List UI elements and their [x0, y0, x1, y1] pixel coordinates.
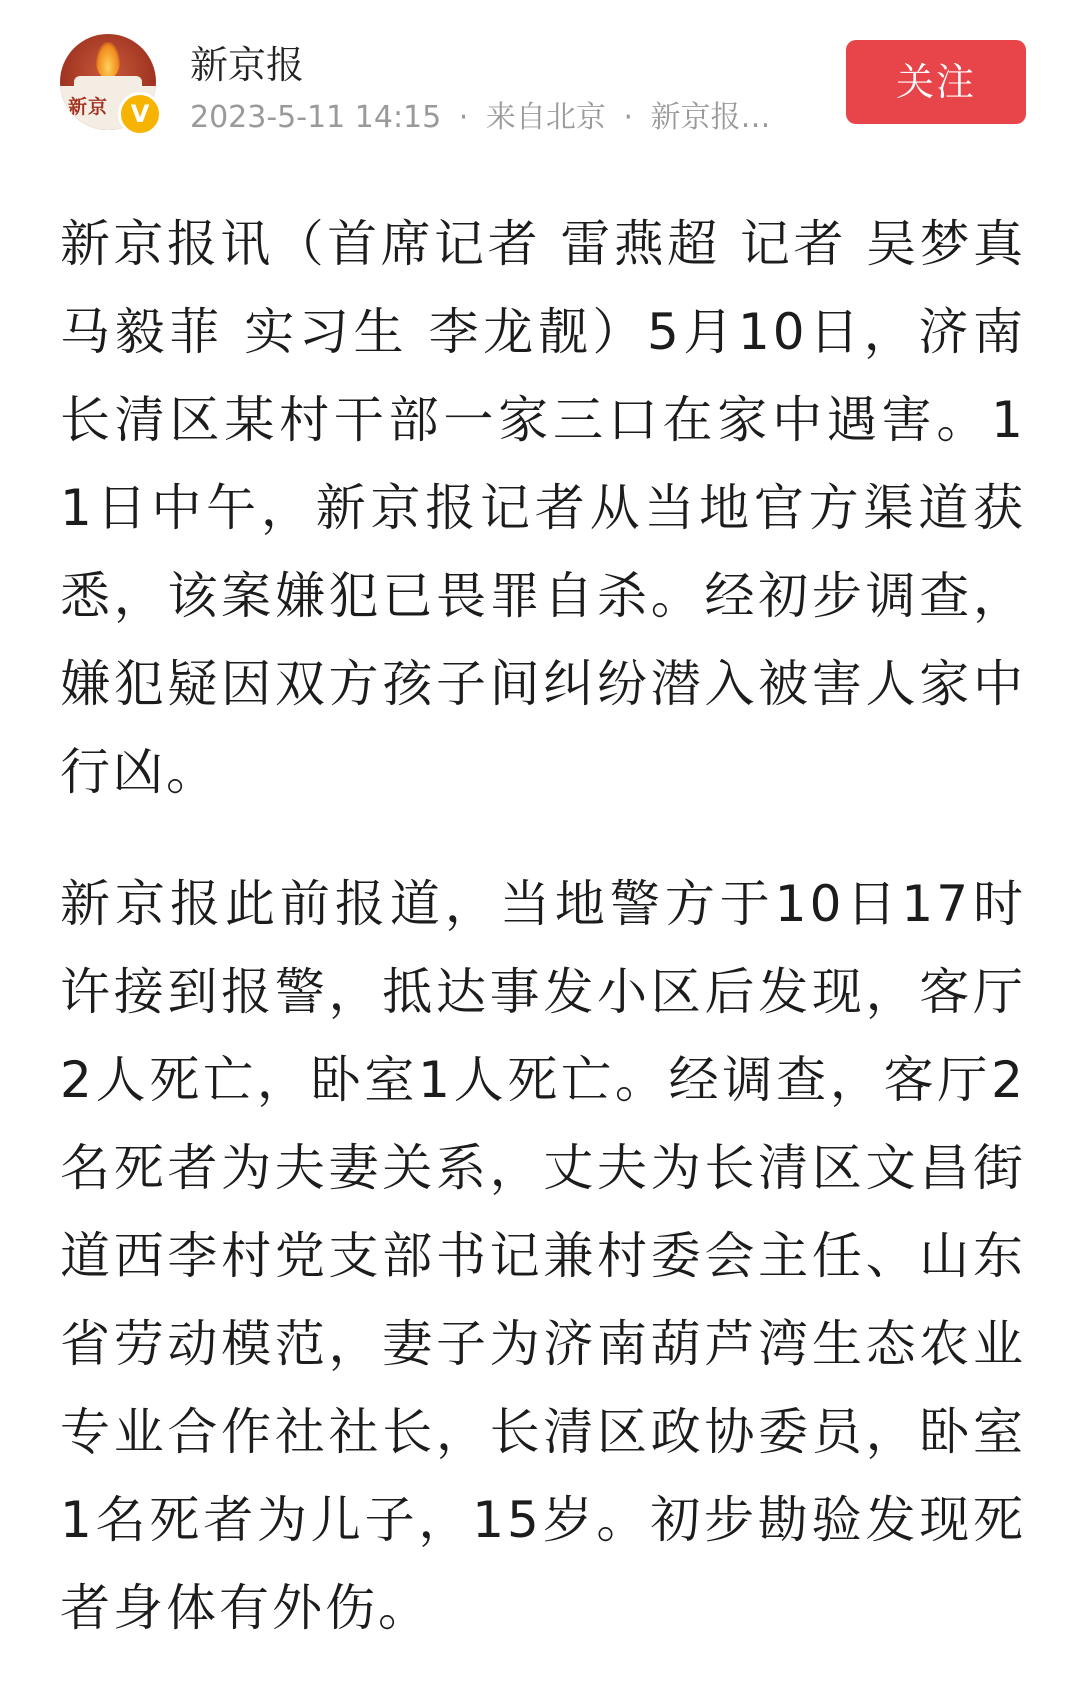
- verified-badge-icon: V: [118, 92, 162, 136]
- post-meta: [190, 92, 771, 136]
- post-location: 来自北京: [485, 100, 606, 135]
- article-paragraph: 新京报此前报道，当地警方于10日17时许接到报警，抵达事发小区后发现，客厅2人死亡，卧室1人死亡。经调查，客厅2名死者为夫妻关系，丈夫为长清区文昌街道西李村党支部书记兼村委会主任、山东省劳动模范，妻子为济南葫芦湾生态农业专业合作社社长，长清区政协委员，卧室1名死者为儿子，15岁。初步勘验发现死者身体有外伤。: [60, 875, 1026, 1637]
- meta-separator: ·: [458, 100, 469, 135]
- post-source[interactable]: 新京报…: [650, 100, 771, 135]
- avatar-logo-text: 新京: [68, 96, 109, 118]
- flame-logo-icon: [96, 42, 120, 78]
- follow-button[interactable]: 关注: [846, 40, 1026, 124]
- post-timestamp: 2023-5-11 14:15: [190, 100, 442, 135]
- post-header: [0, 0, 1080, 150]
- account-name[interactable]: 新京报: [190, 43, 305, 87]
- article-paragraph: 新京报讯（首席记者 雷燕超 记者 吴梦真 马毅菲 实习生 李龙靓）5月10日，济南长清区某村干部一家三口在家中遇害。11日中午，新京报记者从当地官方渠道获悉，该案嫌犯已畏罪自杀。经初步调查，嫌犯疑因双方孩子间纠纷潜入被害人家中行凶。: [60, 215, 1026, 801]
- meta-separator: ·: [623, 100, 633, 135]
- article-body: [60, 200, 1026, 1652]
